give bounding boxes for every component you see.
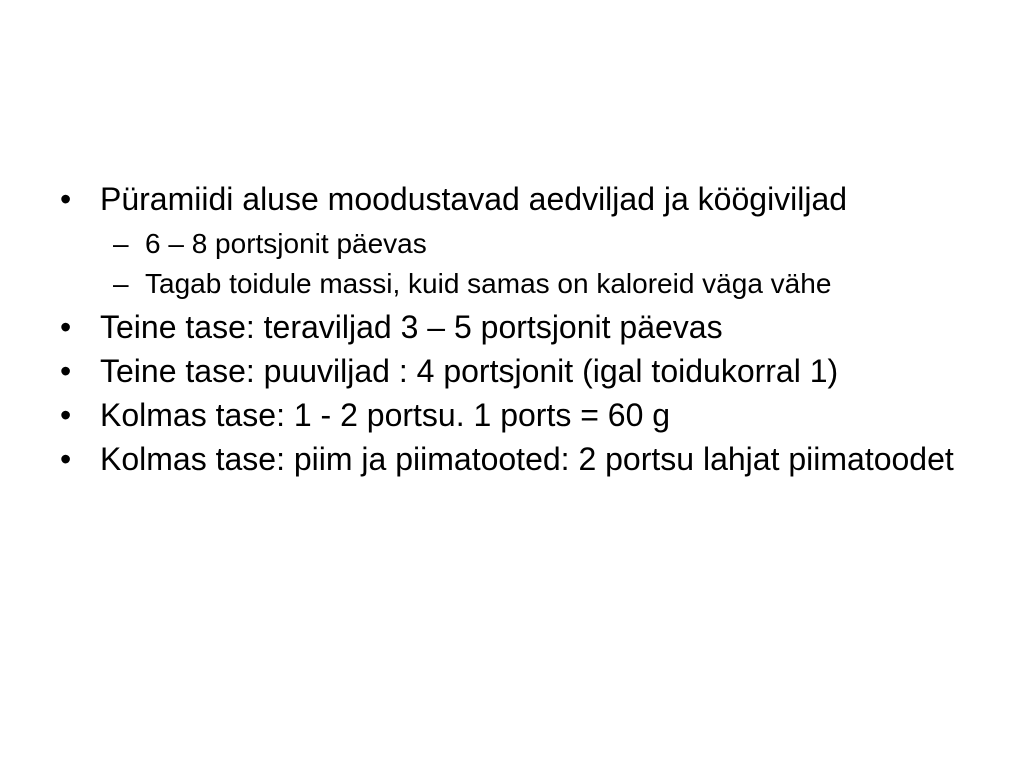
bullet-item [58, 352, 988, 390]
sub-bullet-marker: – [113, 268, 129, 299]
bullet-marker: • [60, 353, 72, 389]
sub-bullet-marker: – [113, 228, 129, 259]
bullet-marker: • [60, 441, 72, 477]
bullet-item [58, 396, 988, 434]
bullet-marker: • [60, 397, 72, 433]
sub-bullet-text: 6 – 8 portsjonit päevas [145, 228, 427, 259]
bullet-text: Teine tase: teraviljad 3 – 5 portsjonit päevas [100, 309, 723, 345]
sub-bullet-list [58, 228, 988, 300]
sub-bullet-item [113, 228, 988, 260]
bullet-item [58, 440, 988, 478]
bullet-marker: • [60, 309, 72, 345]
bullet-item [58, 308, 988, 346]
bullet-text: Kolmas tase: piim ja piimatooted: 2 portsu lahjat piimatoodet [100, 441, 954, 477]
bullet-list [58, 180, 988, 484]
bullet-marker: • [60, 181, 72, 217]
bullet-text: Teine tase: puuviljad : 4 portsjonit (igal toidukorral 1) [100, 353, 839, 389]
sub-bullet-item [113, 268, 988, 300]
bullet-text: Kolmas tase: 1 - 2 portsu. 1 ports = 60 g [100, 397, 671, 433]
sub-bullet-text: Tagab toidule massi, kuid samas on kaloreid väga vähe [145, 268, 832, 299]
bullet-text: Püramiidi aluse moodustavad aedviljad ja köögiviljad [100, 181, 848, 217]
bullet-item [58, 180, 988, 218]
